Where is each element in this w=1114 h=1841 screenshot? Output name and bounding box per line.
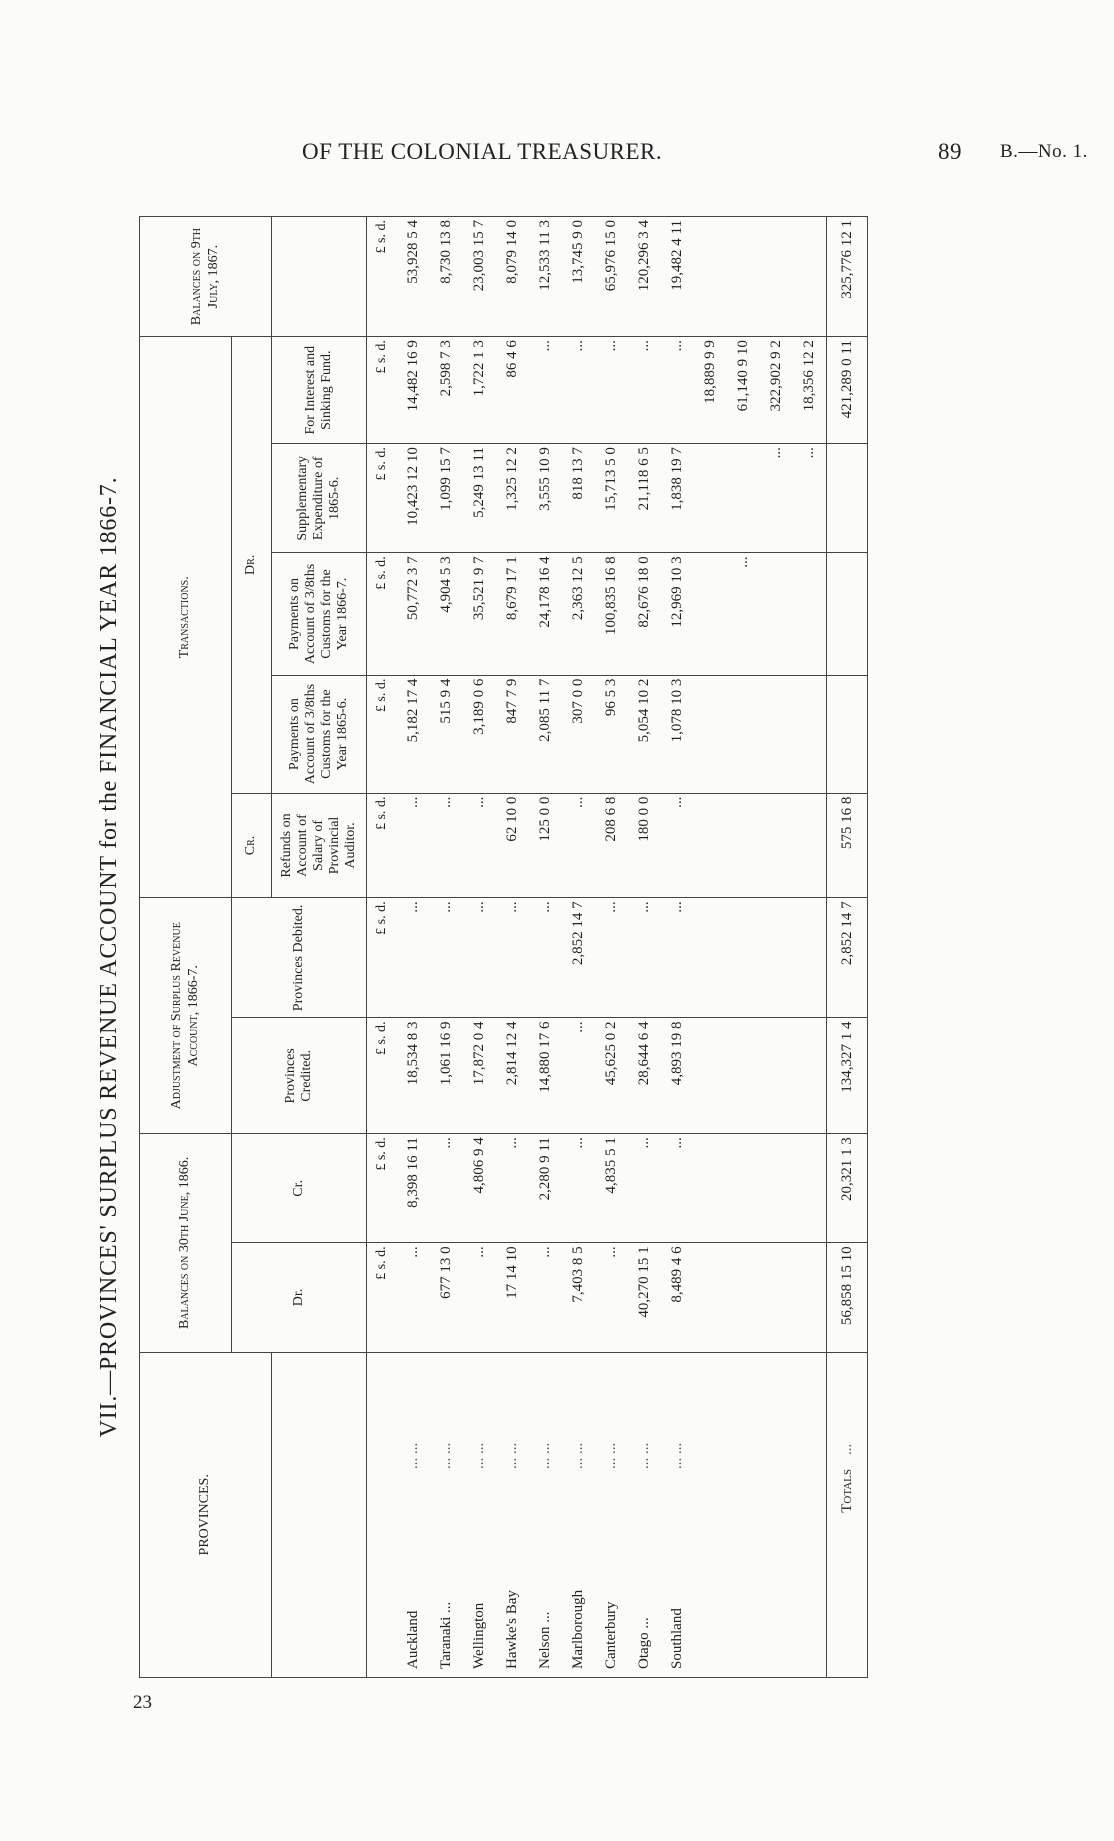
blank-cell xyxy=(793,1134,827,1243)
amount-cell-debited: 2,852 14 7 xyxy=(562,898,595,1018)
amount-cell-interest: 322,902 9 2 xyxy=(760,337,793,444)
province-name: Otago ... xyxy=(636,1617,652,1669)
amount-cell-pay-1866: ... xyxy=(727,553,760,675)
amount-cell-supp: 10,423 12 10 xyxy=(397,444,430,553)
total-cell-credited: 134,327 1 4 xyxy=(827,1018,868,1134)
leader-dots: ... ... xyxy=(537,1442,553,1469)
amount-cell-pay-1866 xyxy=(793,553,827,675)
amount-cell-supp: 1,099 15 7 xyxy=(430,444,463,553)
unit-cell: £ s. d. xyxy=(367,553,398,675)
total-cell-interest: 421,289 0 11 xyxy=(827,337,868,444)
footer-page-number: 23 xyxy=(133,1692,152,1713)
leader-dots: ... ... xyxy=(504,1442,520,1469)
blank-cell xyxy=(694,1352,727,1677)
amount-cell-interest: ... xyxy=(628,337,661,444)
amount-cell-supp: ... xyxy=(793,444,827,553)
table-row xyxy=(661,217,694,1678)
amount-cell-bal-dr: 17 14 10 xyxy=(496,1243,529,1352)
blank-cell xyxy=(694,217,727,337)
total-cell-debited: 2,852 14 7 xyxy=(827,898,868,1018)
amount-cell-pay-1865: 515 9 4 xyxy=(430,675,463,793)
amount-cell-interest: 2,598 7 3 xyxy=(430,337,463,444)
header-payments-1866: Payments on Account of 3/8ths Customs for the Year 1866-7. xyxy=(272,553,367,675)
amount-cell-credited: 1,061 16 9 xyxy=(430,1018,463,1134)
amount-cell-pay-1865: 5,054 10 2 xyxy=(628,675,661,793)
amount-cell-pay-1865: 1,078 10 3 xyxy=(661,675,694,793)
blank-cell xyxy=(760,1134,793,1243)
total-cell-bal-cr: 20,321 1 3 xyxy=(827,1134,868,1243)
amount-cell-bal-cr: ... xyxy=(661,1134,694,1243)
amount-cell-bal-1867: 12,533 11 3 xyxy=(529,217,562,337)
blank-cell xyxy=(727,1243,760,1352)
amount-cell-pay-1865: 307 0 0 xyxy=(562,675,595,793)
amount-cell-pay-1866: 8,679 17 1 xyxy=(496,553,529,675)
amount-cell-supp: ... xyxy=(760,444,793,553)
amount-cell-credited: 45,625 0 2 xyxy=(595,1018,628,1134)
blank-cell xyxy=(694,1243,727,1352)
header-provinces: PROVINCES. xyxy=(140,1352,272,1677)
province-name: Marlborough xyxy=(570,1589,586,1669)
amount-cell-pay-1866: 35,521 9 7 xyxy=(463,553,496,675)
blank-cell xyxy=(793,1352,827,1677)
blank-cell xyxy=(760,898,793,1018)
amount-cell-supp: 1,325 12 2 xyxy=(496,444,529,553)
amount-cell-refunds: 208 6 8 xyxy=(595,793,628,898)
province-name: Taranaki ... xyxy=(438,1601,454,1669)
amount-cell-pay-1865: 2,085 11 7 xyxy=(529,675,562,793)
amount-cell-credited: 17,872 0 4 xyxy=(463,1018,496,1134)
table-row xyxy=(628,217,661,1678)
amount-cell-supp: 818 13 7 xyxy=(562,444,595,553)
table-row xyxy=(397,217,430,1678)
amount-cell-bal-cr: ... xyxy=(562,1134,595,1243)
blank-cell xyxy=(793,1243,827,1352)
province-cell xyxy=(496,1352,529,1677)
blank-cell xyxy=(727,1134,760,1243)
amount-cell-supp xyxy=(694,444,727,553)
amount-cell-bal-cr: 8,398 16 11 xyxy=(397,1134,430,1243)
blank-cell xyxy=(727,793,760,898)
amount-cell-credited: 18,534 8 3 xyxy=(397,1018,430,1134)
province-cell xyxy=(562,1352,595,1677)
blank-cell xyxy=(727,898,760,1018)
blank-cell xyxy=(760,675,793,793)
amount-cell-pay-1866: 82,676 18 0 xyxy=(628,553,661,675)
unit-cell: £ s. d. xyxy=(367,675,398,793)
unit-cell: £ s. d. xyxy=(367,898,398,1018)
header-payments-1865: Payments on Account of 3/8ths Customs for the Year 1865-6. xyxy=(272,675,367,793)
amount-cell-interest: 86 4 6 xyxy=(496,337,529,444)
unit-cell: £ s. d. xyxy=(367,444,398,553)
amount-cell-refunds: 180 0 0 xyxy=(628,793,661,898)
amount-cell-bal-1867: 8,730 13 8 xyxy=(430,217,463,337)
table-row xyxy=(430,217,463,1678)
total-cell-bal-dr: 56,858 15 10 xyxy=(827,1243,868,1352)
blank-cell xyxy=(760,217,793,337)
amount-cell-bal-dr: ... xyxy=(463,1243,496,1352)
province-name: Nelson ... xyxy=(537,1611,553,1669)
blank-cell xyxy=(760,793,793,898)
amount-cell-supp xyxy=(727,444,760,553)
province-cell xyxy=(628,1352,661,1677)
leader-dots: ... ... xyxy=(636,1442,652,1469)
amount-cell-interest: ... xyxy=(595,337,628,444)
amount-cell-bal-dr: 7,403 8 5 xyxy=(562,1243,595,1352)
blank-cell xyxy=(793,217,827,337)
amount-cell-bal-dr: 677 13 0 xyxy=(430,1243,463,1352)
amount-cell-pay-1866: 50,772 3 7 xyxy=(397,553,430,675)
province-cell xyxy=(595,1352,628,1677)
header-provinces-blank xyxy=(272,1352,367,1677)
blank-cell xyxy=(793,1018,827,1134)
amount-cell-interest: 1,722 1 3 xyxy=(463,337,496,444)
amount-cell-interest: ... xyxy=(661,337,694,444)
running-header-title: OF THE COLONIAL TREASURER. xyxy=(302,139,663,164)
amount-cell-bal-1867: 19,482 4 11 xyxy=(661,217,694,337)
header-bal-dr: Dr. xyxy=(232,1243,367,1352)
amount-cell-refunds: ... xyxy=(562,793,595,898)
amount-cell-bal-1867: 23,003 15 7 xyxy=(463,217,496,337)
amount-cell-debited: ... xyxy=(529,898,562,1018)
amount-cell-pay-1865: 3,189 0 6 xyxy=(463,675,496,793)
blank-cell xyxy=(694,898,727,1018)
amount-cell-bal-dr: ... xyxy=(595,1243,628,1352)
subtotal-row xyxy=(694,217,727,1678)
amount-cell-debited: ... xyxy=(397,898,430,1018)
amount-cell-interest: 14,482 16 9 xyxy=(397,337,430,444)
blank-cell xyxy=(760,1352,793,1677)
blank-cell xyxy=(793,675,827,793)
total-cell-pay-1866 xyxy=(827,553,868,675)
surplus-revenue-table xyxy=(139,216,868,1678)
units-row xyxy=(367,217,398,1678)
unit-cell: £ s. d. xyxy=(367,217,398,337)
blank-cell xyxy=(793,898,827,1018)
amount-cell-pay-1865: 5,182 17 4 xyxy=(397,675,430,793)
province-cell xyxy=(529,1352,562,1677)
amount-cell-pay-1865: 847 7 9 xyxy=(496,675,529,793)
header-transactions-cr: Cr. xyxy=(232,793,272,898)
amount-cell-refunds: 62 10 0 xyxy=(496,793,529,898)
blank-cell xyxy=(727,217,760,337)
amount-cell-credited: 2,814 12 4 xyxy=(496,1018,529,1134)
amount-cell-pay-1866: 24,178 16 4 xyxy=(529,553,562,675)
table-title: VII.—PROVINCES' SURPLUS REVENUE ACCOUNT for the FINANCIAL YEAR 1866-7. xyxy=(96,476,122,1438)
amount-cell-debited: ... xyxy=(496,898,529,1018)
amount-cell-debited: ... xyxy=(595,898,628,1018)
unit-cell: £ s. d. xyxy=(367,793,398,898)
amount-cell-interest: 18,889 9 9 xyxy=(694,337,727,444)
amount-cell-bal-dr: 8,489 4 6 xyxy=(661,1243,694,1352)
amount-cell-credited: 14,880 17 6 xyxy=(529,1018,562,1134)
blank-cell xyxy=(694,675,727,793)
amount-cell-pay-1866 xyxy=(760,553,793,675)
amount-cell-refunds: ... xyxy=(397,793,430,898)
amount-cell-refunds: ... xyxy=(430,793,463,898)
total-cell-supp xyxy=(827,444,868,553)
amount-cell-bal-1867: 120,296 3 4 xyxy=(628,217,661,337)
header-balances-1867-blank xyxy=(272,217,367,337)
province-name: Southland xyxy=(669,1608,685,1669)
blank-cell xyxy=(760,1018,793,1134)
amount-cell-interest: 18,356 12 2 xyxy=(793,337,827,444)
amount-cell-credited: 4,893 19 8 xyxy=(661,1018,694,1134)
amount-cell-refunds: ... xyxy=(661,793,694,898)
subtotal-row xyxy=(727,217,760,1678)
amount-cell-interest: ... xyxy=(562,337,595,444)
header-refunds: Refunds on Account of Salary of Provincial Auditor. xyxy=(272,793,367,898)
amount-cell-interest: 61,140 9 10 xyxy=(727,337,760,444)
amount-cell-interest: ... xyxy=(529,337,562,444)
header-provinces-debited: Provinces Debited. xyxy=(232,898,367,1018)
amount-cell-bal-cr: 4,835 5 1 xyxy=(595,1134,628,1243)
total-cell-bal-1867: 325,776 12 1 xyxy=(827,217,868,337)
blank-cell xyxy=(793,793,827,898)
unit-cell: £ s. d. xyxy=(367,1018,398,1134)
leader-dots: ... ... xyxy=(570,1442,586,1469)
totals-label-cell xyxy=(827,1352,868,1677)
totals-label: Totals xyxy=(838,1469,855,1513)
province-cell xyxy=(661,1352,694,1677)
blank-cell xyxy=(694,793,727,898)
table-row xyxy=(595,217,628,1678)
table-row xyxy=(463,217,496,1678)
amount-cell-supp: 1,838 19 7 xyxy=(661,444,694,553)
amount-cell-supp: 21,118 6 5 xyxy=(628,444,661,553)
amount-cell-pay-1866: 2,363 12 5 xyxy=(562,553,595,675)
province-name: Auckland xyxy=(405,1610,421,1669)
province-name: Canterbury xyxy=(603,1601,619,1669)
leader-dots: ... ... xyxy=(405,1442,421,1469)
amount-cell-bal-cr: 4,806 9 4 xyxy=(463,1134,496,1243)
table-row xyxy=(562,217,595,1678)
page-number: 89 xyxy=(938,139,962,164)
amount-cell-credited: 28,644 6 4 xyxy=(628,1018,661,1134)
total-cell-refunds: 575 16 8 xyxy=(827,793,868,898)
province-cell xyxy=(430,1352,463,1677)
province-name: Hawke's Bay xyxy=(504,1590,520,1669)
amount-cell-bal-cr: ... xyxy=(496,1134,529,1243)
amount-cell-debited: ... xyxy=(463,898,496,1018)
province-name: Wellington xyxy=(471,1602,487,1669)
document-reference: B.—No. 1. xyxy=(1000,141,1088,162)
amount-cell-supp: 5,249 13 11 xyxy=(463,444,496,553)
total-cell-pay-1865 xyxy=(827,675,868,793)
header-balances-1867: Balances on 9th July, 1867. xyxy=(140,217,272,337)
header-transactions-dr: Dr. xyxy=(232,337,272,793)
amount-cell-bal-1867: 13,745 9 0 xyxy=(562,217,595,337)
leader-dots: ... ... xyxy=(471,1442,487,1469)
amount-cell-credited: ... xyxy=(562,1018,595,1134)
amount-cell-supp: 15,713 5 0 xyxy=(595,444,628,553)
unit-cell: £ s. d. xyxy=(367,1243,398,1352)
header-balances-1866: Balances on 30th June, 1866. xyxy=(140,1134,232,1352)
amount-cell-debited: ... xyxy=(661,898,694,1018)
header-provinces-credited: Provinces Credited. xyxy=(232,1018,367,1134)
subtotal-row xyxy=(793,217,827,1678)
blank-cell xyxy=(727,1018,760,1134)
rotated-table-page xyxy=(84,198,1002,1718)
amount-cell-pay-1866: 12,969 10 3 xyxy=(661,553,694,675)
amount-cell-bal-1867: 65,976 15 0 xyxy=(595,217,628,337)
amount-cell-debited: ... xyxy=(430,898,463,1018)
leader-dots: ... ... xyxy=(603,1442,619,1469)
province-cell xyxy=(397,1352,430,1677)
blank-cell xyxy=(694,1018,727,1134)
unit-cell: £ s. d. xyxy=(367,1134,398,1243)
blank-cell xyxy=(760,1243,793,1352)
header-transactions: Transactions. xyxy=(140,337,232,898)
amount-cell-bal-cr: ... xyxy=(430,1134,463,1243)
amount-cell-supp: 3,555 10 9 xyxy=(529,444,562,553)
header-supplementary: Supplementary Expenditure of 1865-6. xyxy=(272,444,367,553)
leader-dots: ... ... xyxy=(438,1442,454,1469)
province-cell xyxy=(463,1352,496,1677)
amount-cell-bal-dr: ... xyxy=(529,1243,562,1352)
amount-cell-debited: ... xyxy=(628,898,661,1018)
amount-cell-bal-dr: ... xyxy=(397,1243,430,1352)
table-row xyxy=(496,217,529,1678)
table-row xyxy=(529,217,562,1678)
leader-dots: ... xyxy=(838,1443,855,1455)
header-interest: For Interest and Sinking Fund. xyxy=(272,337,367,444)
amount-cell-bal-1867: 8,079 14 0 xyxy=(496,217,529,337)
amount-cell-refunds: 125 0 0 xyxy=(529,793,562,898)
unit-cell: £ s. d. xyxy=(367,337,398,444)
amount-cell-pay-1866: 4,904 5 3 xyxy=(430,553,463,675)
header-bal-cr: Cr. xyxy=(232,1134,367,1243)
amount-cell-pay-1865: 96 5 3 xyxy=(595,675,628,793)
amount-cell-pay-1866 xyxy=(694,553,727,675)
amount-cell-pay-1866: 100,835 16 8 xyxy=(595,553,628,675)
subtotal-row xyxy=(760,217,793,1678)
blank-cell xyxy=(727,675,760,793)
header-adjustment: Adjustment of Surplus Revenue Account, 1866-7. xyxy=(140,898,232,1134)
amount-cell-bal-dr: 40,270 15 1 xyxy=(628,1243,661,1352)
totals-row xyxy=(827,217,868,1678)
amount-cell-bal-cr: 2,280 9 11 xyxy=(529,1134,562,1243)
amount-cell-bal-1867: 53,928 5 4 xyxy=(397,217,430,337)
blank-cell xyxy=(694,1134,727,1243)
amount-cell-bal-cr: ... xyxy=(628,1134,661,1243)
leader-dots: ... ... xyxy=(669,1442,685,1469)
blank-cell xyxy=(727,1352,760,1677)
amount-cell-refunds: ... xyxy=(463,793,496,898)
